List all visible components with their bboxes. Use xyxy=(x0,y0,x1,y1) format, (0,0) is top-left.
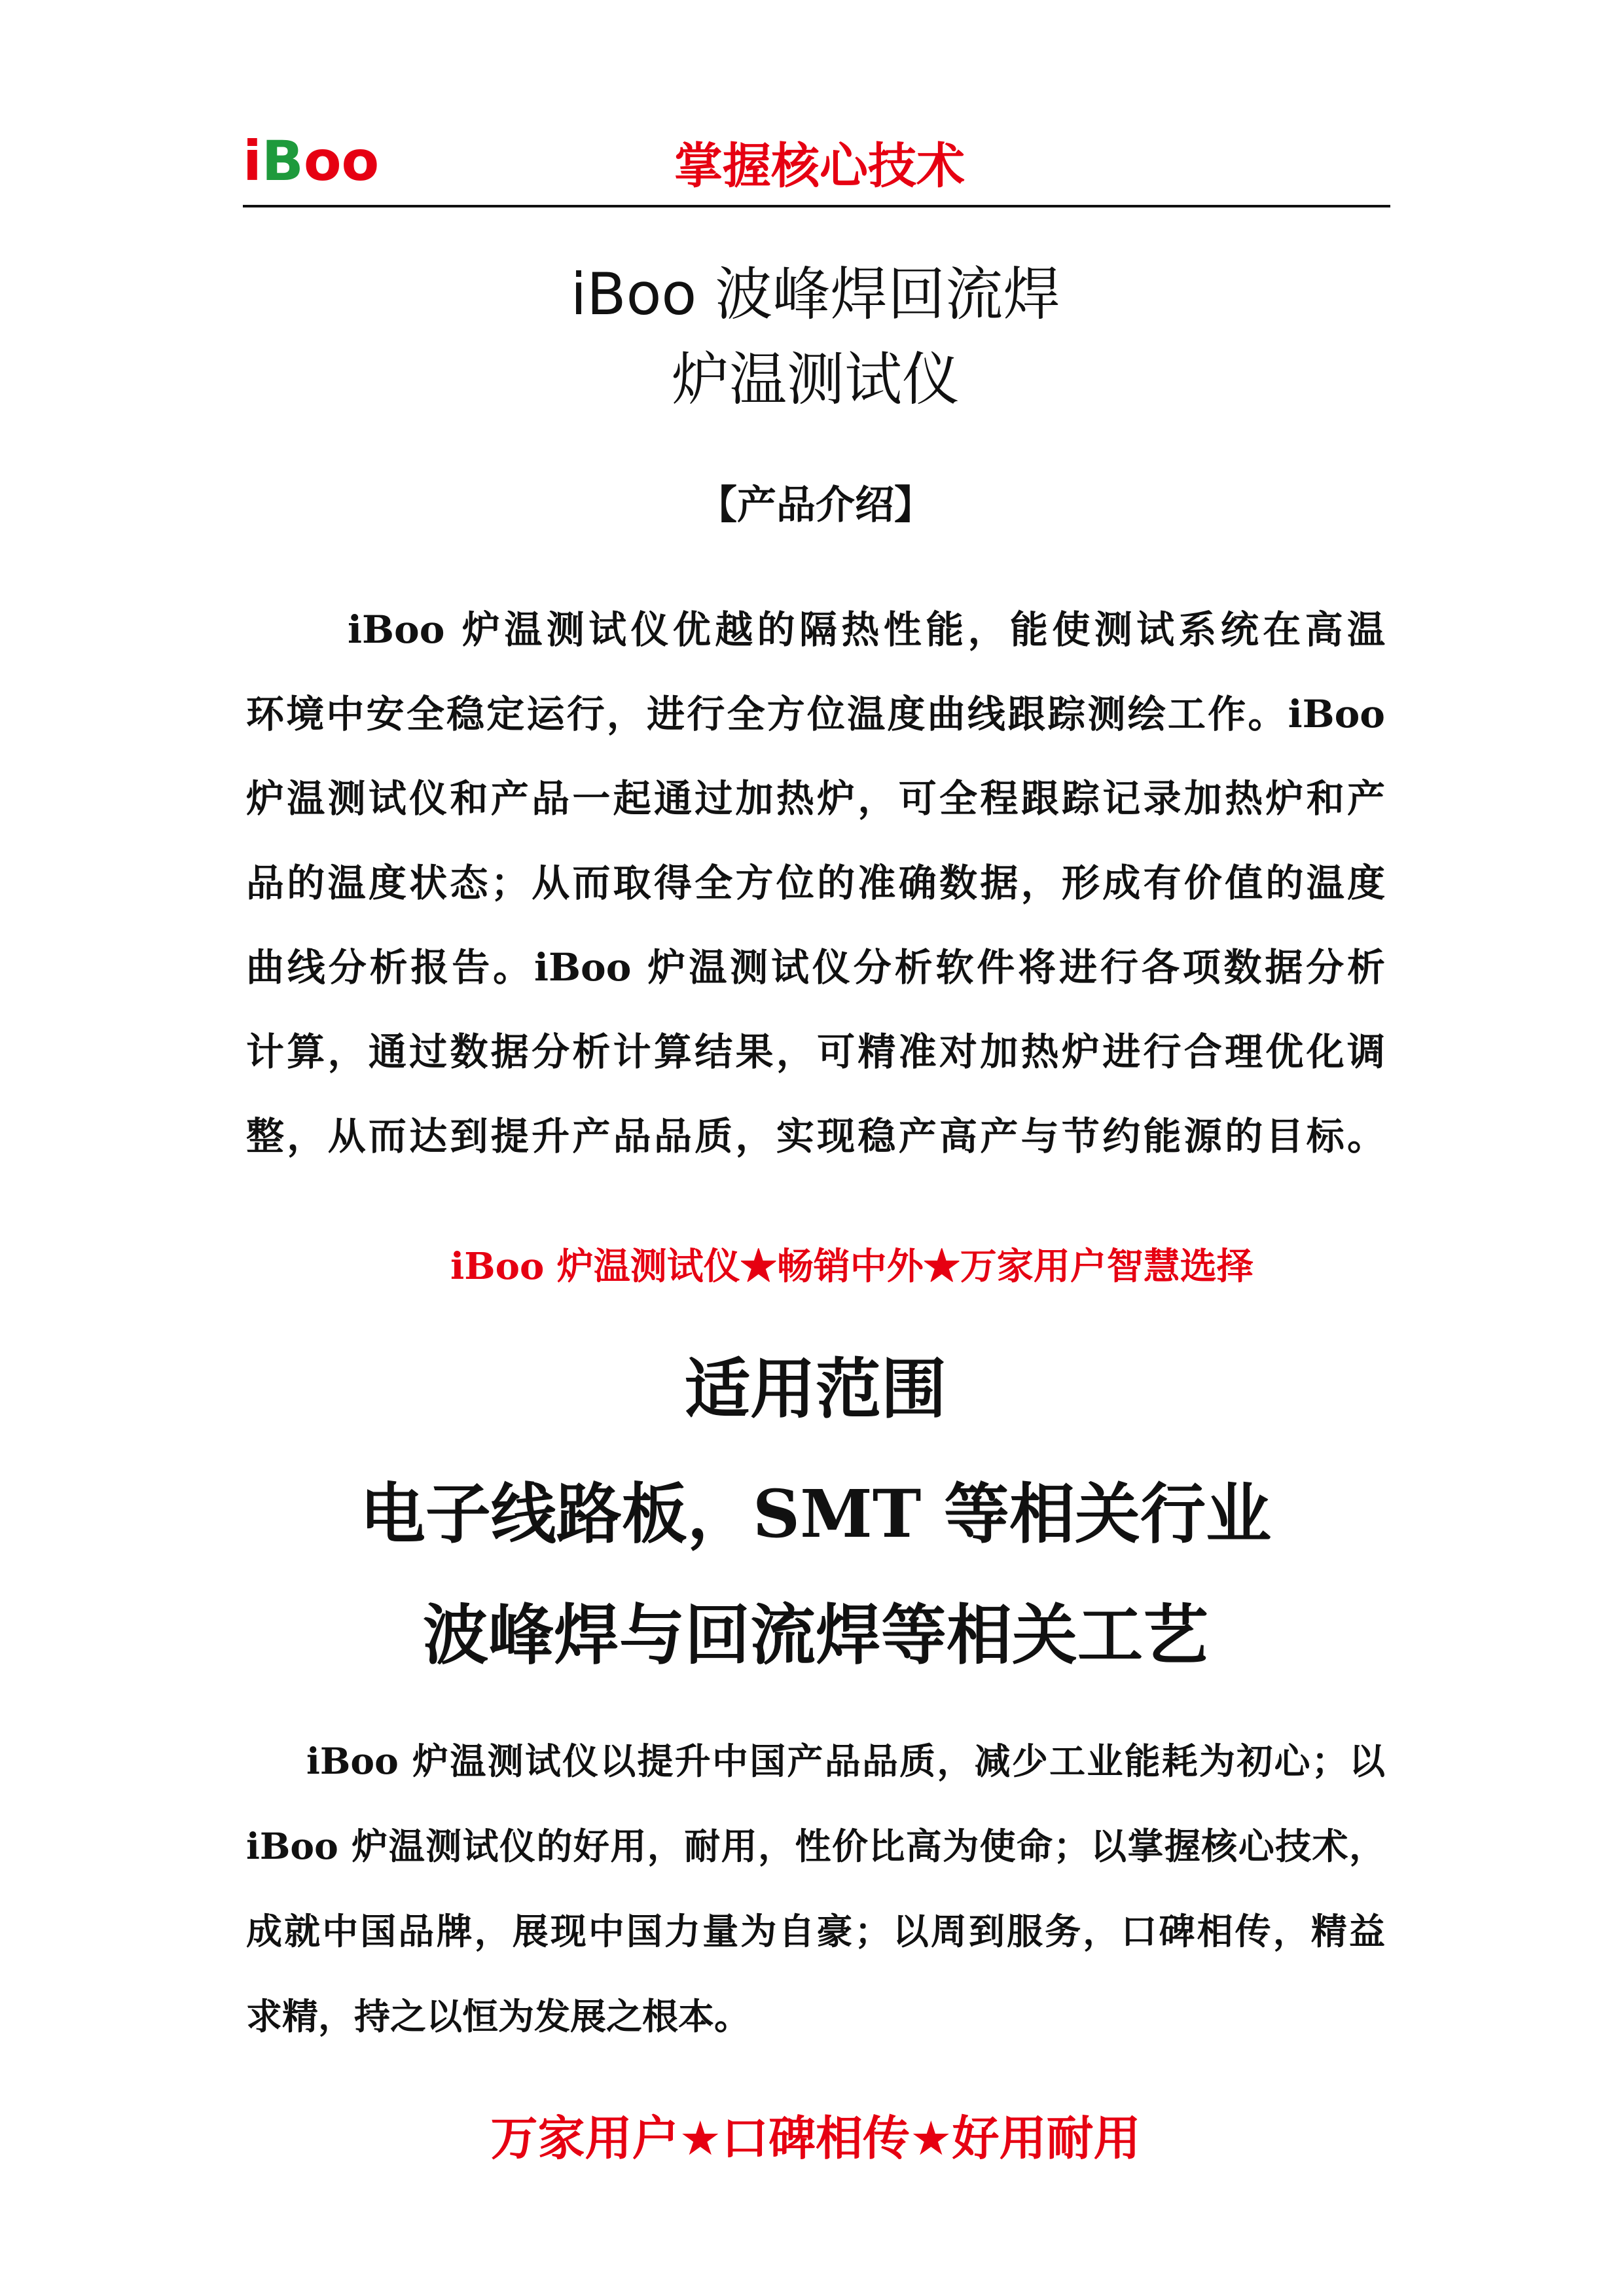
intro-heading: 【产品介绍】 xyxy=(698,482,933,528)
document-title-line-1: iBoo 波峰焊回流焊 xyxy=(570,260,1061,328)
intro-line: 炉温测试仪和产品一起通过加热炉，可全程跟踪记录加热炉和产 xyxy=(246,776,1385,821)
mission-line: iBoo 炉温测试仪的好用，耐用，性价比高为使命；以掌握核心技术， xyxy=(246,1825,1385,1867)
scope-industry: 电子线路板，SMT 等相关行业 xyxy=(359,1475,1272,1552)
intro-line: 环境中安全稳定运行，进行全方位温度曲线跟踪测绘工作。iBoo xyxy=(246,692,1385,736)
header-slogan: 掌握核心技术 xyxy=(674,138,965,194)
scope-heading: 适用范围 xyxy=(685,1350,947,1427)
logo-letter-b: B xyxy=(261,129,304,193)
intro-paragraph xyxy=(246,588,1385,1179)
logo-letter-i: i xyxy=(243,129,262,193)
mission-line: 求精，持之以恒为发展之根本。 xyxy=(246,1995,751,2037)
intro-line: 计算，通过数据分析计算结果，可精准对加热炉进行合理优化调 xyxy=(246,1030,1385,1074)
intro-line: 曲线分析报告。iBoo 炉温测试仪分析软件将进行各项数据分析 xyxy=(246,945,1385,990)
mission-paragraph xyxy=(246,1719,1385,2059)
document-title-line-2: 炉温测试仪 xyxy=(671,346,960,413)
intro-line: 整，从而达到提升产品品质，实现稳产高产与节约能源的目标。 xyxy=(246,1114,1385,1158)
logo-letters-oo: oo xyxy=(303,129,380,193)
intro-line: iBoo 炉温测试仪优越的隔热性能，能使测试系统在高温 xyxy=(348,607,1385,652)
mission-line: 成就中国品牌，展现中国力量为自豪；以周到服务，口碑相传，精益 xyxy=(246,1910,1385,1952)
promo-tagline: iBoo 炉温测试仪★畅销中外★万家用户智慧选择 xyxy=(450,1245,1254,1288)
iboo-logo xyxy=(243,128,379,194)
intro-line: 品的温度状态；从而取得全方位的准确数据，形成有价值的温度 xyxy=(246,861,1385,905)
header-divider xyxy=(243,205,1390,207)
scope-process: 波峰焊与回流焊等相关工艺 xyxy=(423,1596,1208,1674)
closing-tagline: 万家用户★口碑相传★好用耐用 xyxy=(490,2111,1141,2166)
mission-line: iBoo 炉温测试仪以提升中国产品品质，减少工业能耗为初心；以 xyxy=(306,1740,1385,1782)
